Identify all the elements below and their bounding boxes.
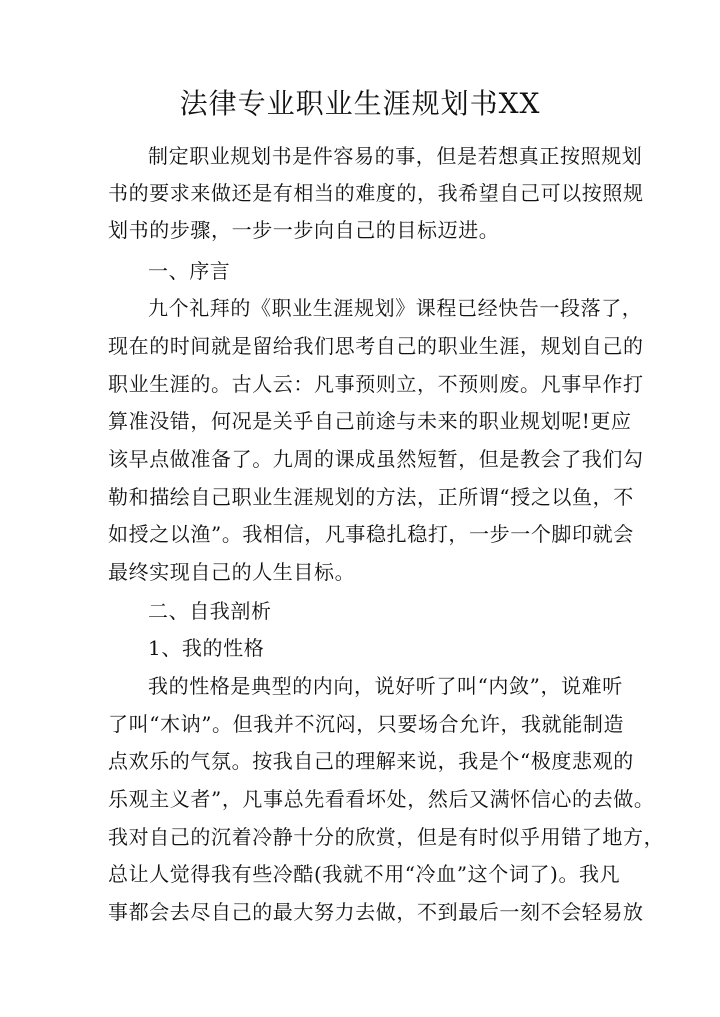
preface-paragraph-line-4: 算准没错，何况是关乎自己前途与未来的职业规划呢!更应 <box>108 409 632 433</box>
subsection-heading-personality: 1、我的性格 <box>148 636 265 660</box>
preface-paragraph-line-6: 勒和描绘自己职业生涯规划的方法，正所谓“授之以鱼，不 <box>108 485 634 509</box>
intro-paragraph-line-2: 书的要求来做还是有相当的难度的，我希望自己可以按照规 <box>108 181 644 205</box>
intro-paragraph-line-3: 划书的步骤，一步一步向自己的目标迈进。 <box>108 218 500 242</box>
personality-paragraph-line-7: 事都会去尽自己的最大努力去做，不到最后一刻不会轻易放 <box>108 900 644 924</box>
preface-paragraph-line-7: 如授之以渔”。我相信，凡事稳扎稳打，一步一个脚印就会 <box>108 522 634 546</box>
preface-paragraph-line-2: 现在的时间就是留给我们思考自己的职业生涯，规划自己的 <box>108 334 644 358</box>
personality-paragraph-line-3: 点欢乐的气氛。按我自己的理解来说，我是个“极度悲观的 <box>108 749 634 773</box>
personality-paragraph-line-4: 乐观主义者”，凡事总先看看坏处，然后又满怀信心的去做。 <box>108 787 655 811</box>
personality-paragraph-line-2: 了叫“木讷”。但我并不沉闷，只要场合允许，我就能制造 <box>108 712 625 736</box>
preface-paragraph-line-5: 该早点做准备了。九周的课成虽然短暂，但是教会了我们勾 <box>108 447 644 471</box>
personality-paragraph-line-5: 我对自己的沉着冷静十分的欣赏，但是有时似乎用错了地方， <box>108 825 665 849</box>
section-heading-self-analysis: 二、自我剖析 <box>148 599 272 623</box>
personality-paragraph-line-6: 总让人觉得我有些冷酷(我就不用“冷血”这个词了)。我凡 <box>108 862 621 886</box>
document-title: 法律专业职业生涯规划书XX <box>179 87 541 120</box>
preface-paragraph-line-3: 职业生涯的。古人云：凡事预则立，不预则废。凡事早作打 <box>108 372 644 396</box>
intro-paragraph-line-1: 制定职业规划书是件容易的事，但是若想真正按照规划 <box>148 144 643 168</box>
section-heading-preface: 一、序言 <box>148 259 231 283</box>
preface-paragraph-line-8: 最终实现自己的人生目标。 <box>108 560 356 584</box>
personality-paragraph-line-1: 我的性格是典型的内向，说好听了叫“内敛”，说难听 <box>148 674 623 698</box>
preface-paragraph-line-1: 九个礼拜的《职业生涯规划》课程已经快告一段落了， <box>148 296 643 320</box>
